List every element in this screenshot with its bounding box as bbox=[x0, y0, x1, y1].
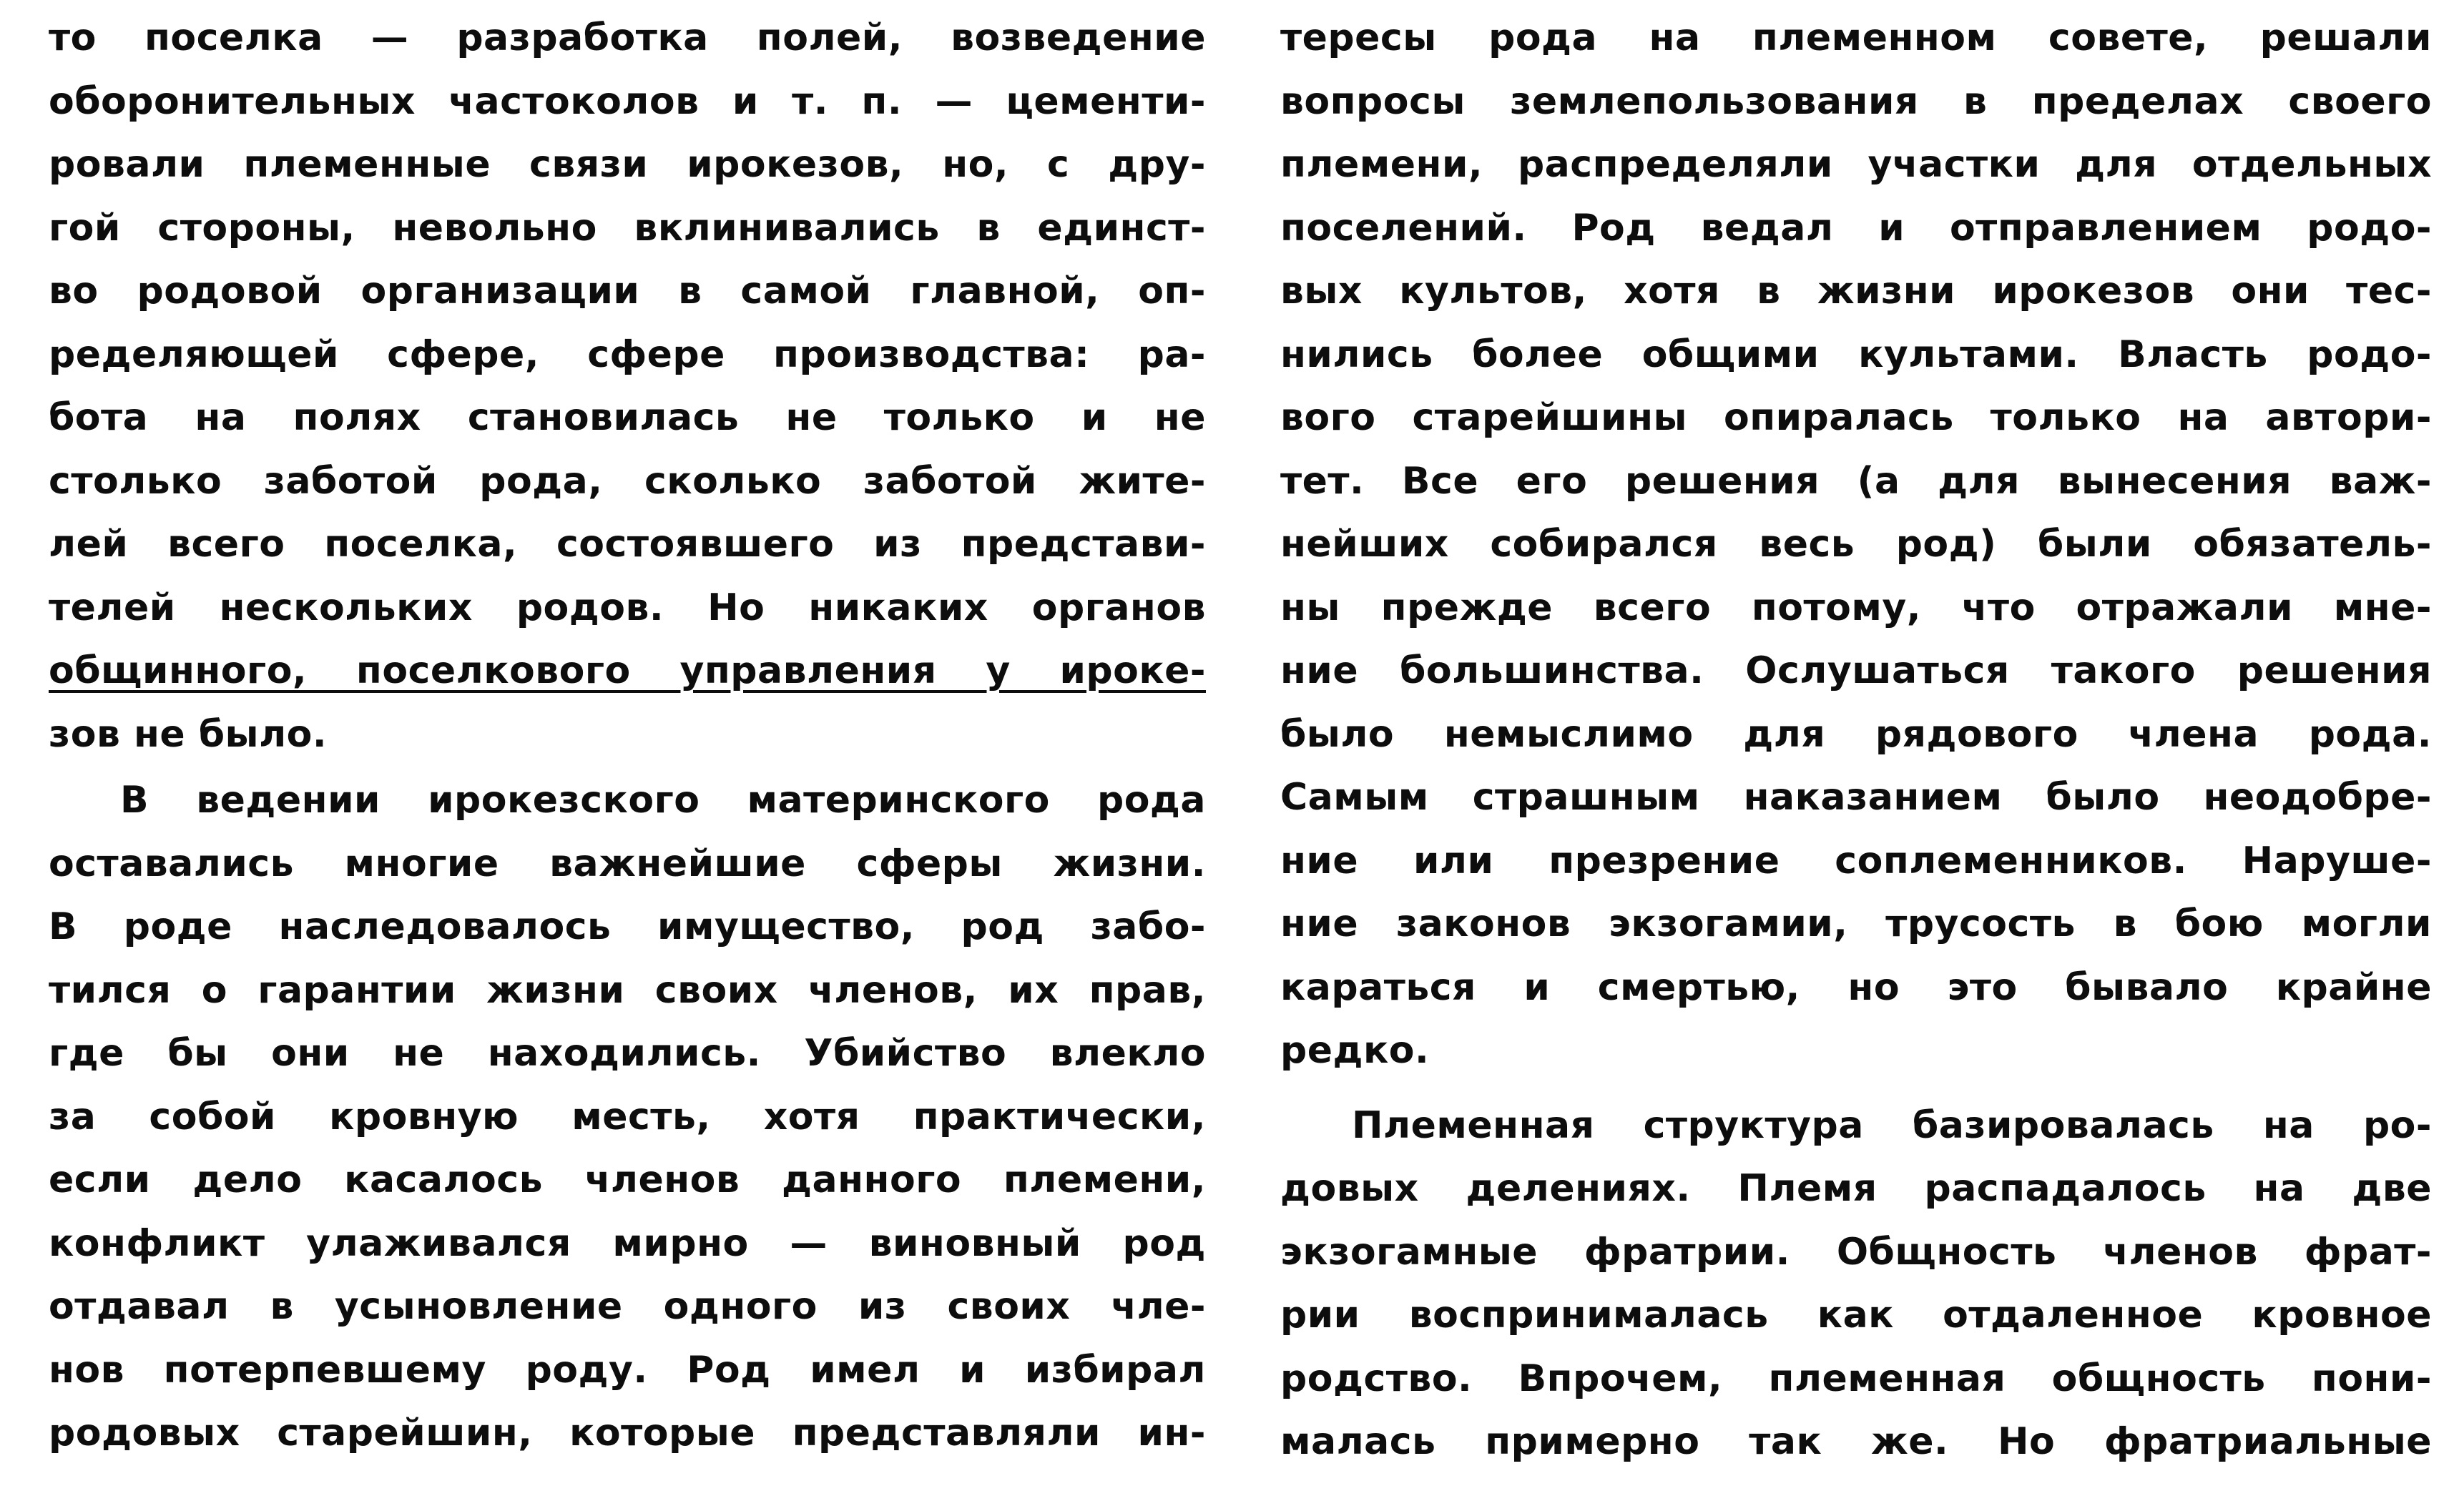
text-line: вого старейшины опиралась только на автори- bbox=[1280, 396, 2432, 439]
text-line: довых делениях. Племя распадалось на две bbox=[1280, 1167, 2432, 1210]
text-line: Племенная структура базировалась на ро- bbox=[1352, 1104, 2432, 1147]
text-line: родство. Впрочем, племенная общность пони- bbox=[1280, 1357, 2432, 1400]
text-line: ровали племенные связи ирокезов, но, с дру- bbox=[49, 143, 1206, 186]
text-line: поселений. Род ведал и отправлением родо- bbox=[1280, 207, 2432, 250]
text-line: общинного, поселкового управления у ироке- bbox=[49, 649, 1206, 692]
text-line: Самым страшным наказанием было неодобре- bbox=[1280, 776, 2432, 819]
text-line: бота на полях становилась не только и не bbox=[49, 396, 1206, 439]
text-line: тился о гарантии жизни своих членов, их прав, bbox=[49, 969, 1206, 1012]
text-line: гой стороны, невольно вклинивались в единст- bbox=[49, 207, 1206, 250]
text-line: тет. Все его решения (а для вынесения важ- bbox=[1280, 460, 2432, 503]
text-line: телей нескольких родов. Но никаких органов bbox=[49, 586, 1206, 629]
text-line: редко. bbox=[1280, 1029, 1430, 1072]
text-line: оставались многие важнейшие сферы жизни. bbox=[49, 842, 1206, 885]
text-line: столько заботой рода, сколько заботой жите- bbox=[49, 460, 1206, 503]
text-line: то поселка — разработка полей, возведение bbox=[49, 16, 1206, 59]
text-line: лей всего поселка, состоявшего из представи- bbox=[49, 523, 1206, 566]
text-line: рии воспринималась как отдаленное кровное bbox=[1280, 1294, 2432, 1337]
text-line: было немыслимо для рядового члена рода. bbox=[1280, 713, 2432, 756]
text-line: родовых старейшин, которые представляли ин- bbox=[49, 1412, 1206, 1455]
text-line: за собой кровную месть, хотя практически, bbox=[49, 1096, 1206, 1138]
text-line: экзогамные фратрии. Общность членов фрат- bbox=[1280, 1231, 2432, 1274]
text-line: ние или презрение соплеменников. Наруше- bbox=[1280, 840, 2432, 882]
text-line: В роде наследовалось имущество, род забо- bbox=[49, 905, 1206, 948]
text-line: если дело касалось членов данного племени, bbox=[49, 1158, 1206, 1201]
text-line: караться и смертью, но это бывало крайне bbox=[1280, 966, 2432, 1009]
text-line: отдавал в усыновление одного из своих чле- bbox=[49, 1285, 1206, 1328]
text-line: нов потерпевшему роду. Род имел и избирал bbox=[49, 1349, 1206, 1392]
text-line: племени, распределяли участки для отдельных bbox=[1280, 143, 2432, 186]
text-line: конфликт улаживался мирно — виновный род bbox=[49, 1222, 1206, 1265]
text-line: малась примерно так же. Но фратриальные bbox=[1280, 1420, 2432, 1463]
text-line: оборонительных частоколов и т. п. — цементи- bbox=[49, 80, 1206, 123]
text-line: ределяющей сфере, сфере производства: ра- bbox=[49, 333, 1206, 376]
text-line: во родовой организации в самой главной, оп- bbox=[49, 270, 1206, 313]
text-line: зов не было. bbox=[49, 713, 328, 756]
text-line: вых культов, хотя в жизни ирокезов они тес- bbox=[1280, 270, 2432, 313]
text-line: ны прежде всего потому, что отражали мне- bbox=[1280, 586, 2432, 629]
left-text-column bbox=[49, 0, 1206, 1491]
text-line: тересы рода на племенном совете, решали bbox=[1280, 16, 2432, 59]
text-line: вопросы землепользования в пределах своего bbox=[1280, 80, 2432, 123]
text-line: ние большинства. Ослушаться такого решения bbox=[1280, 649, 2432, 692]
text-line: В ведении ирокезского материнского рода bbox=[120, 779, 1206, 822]
text-line: ние законов экзогамии, трусость в бою могли bbox=[1280, 902, 2432, 945]
text-line: где бы они не находились. Убийство влекло bbox=[49, 1032, 1206, 1075]
text-line: нились более общими культами. Власть родо- bbox=[1280, 333, 2432, 376]
text-line: нейших собирался весь род) были обязатель- bbox=[1280, 523, 2432, 566]
right-text-column bbox=[1280, 0, 2432, 1491]
